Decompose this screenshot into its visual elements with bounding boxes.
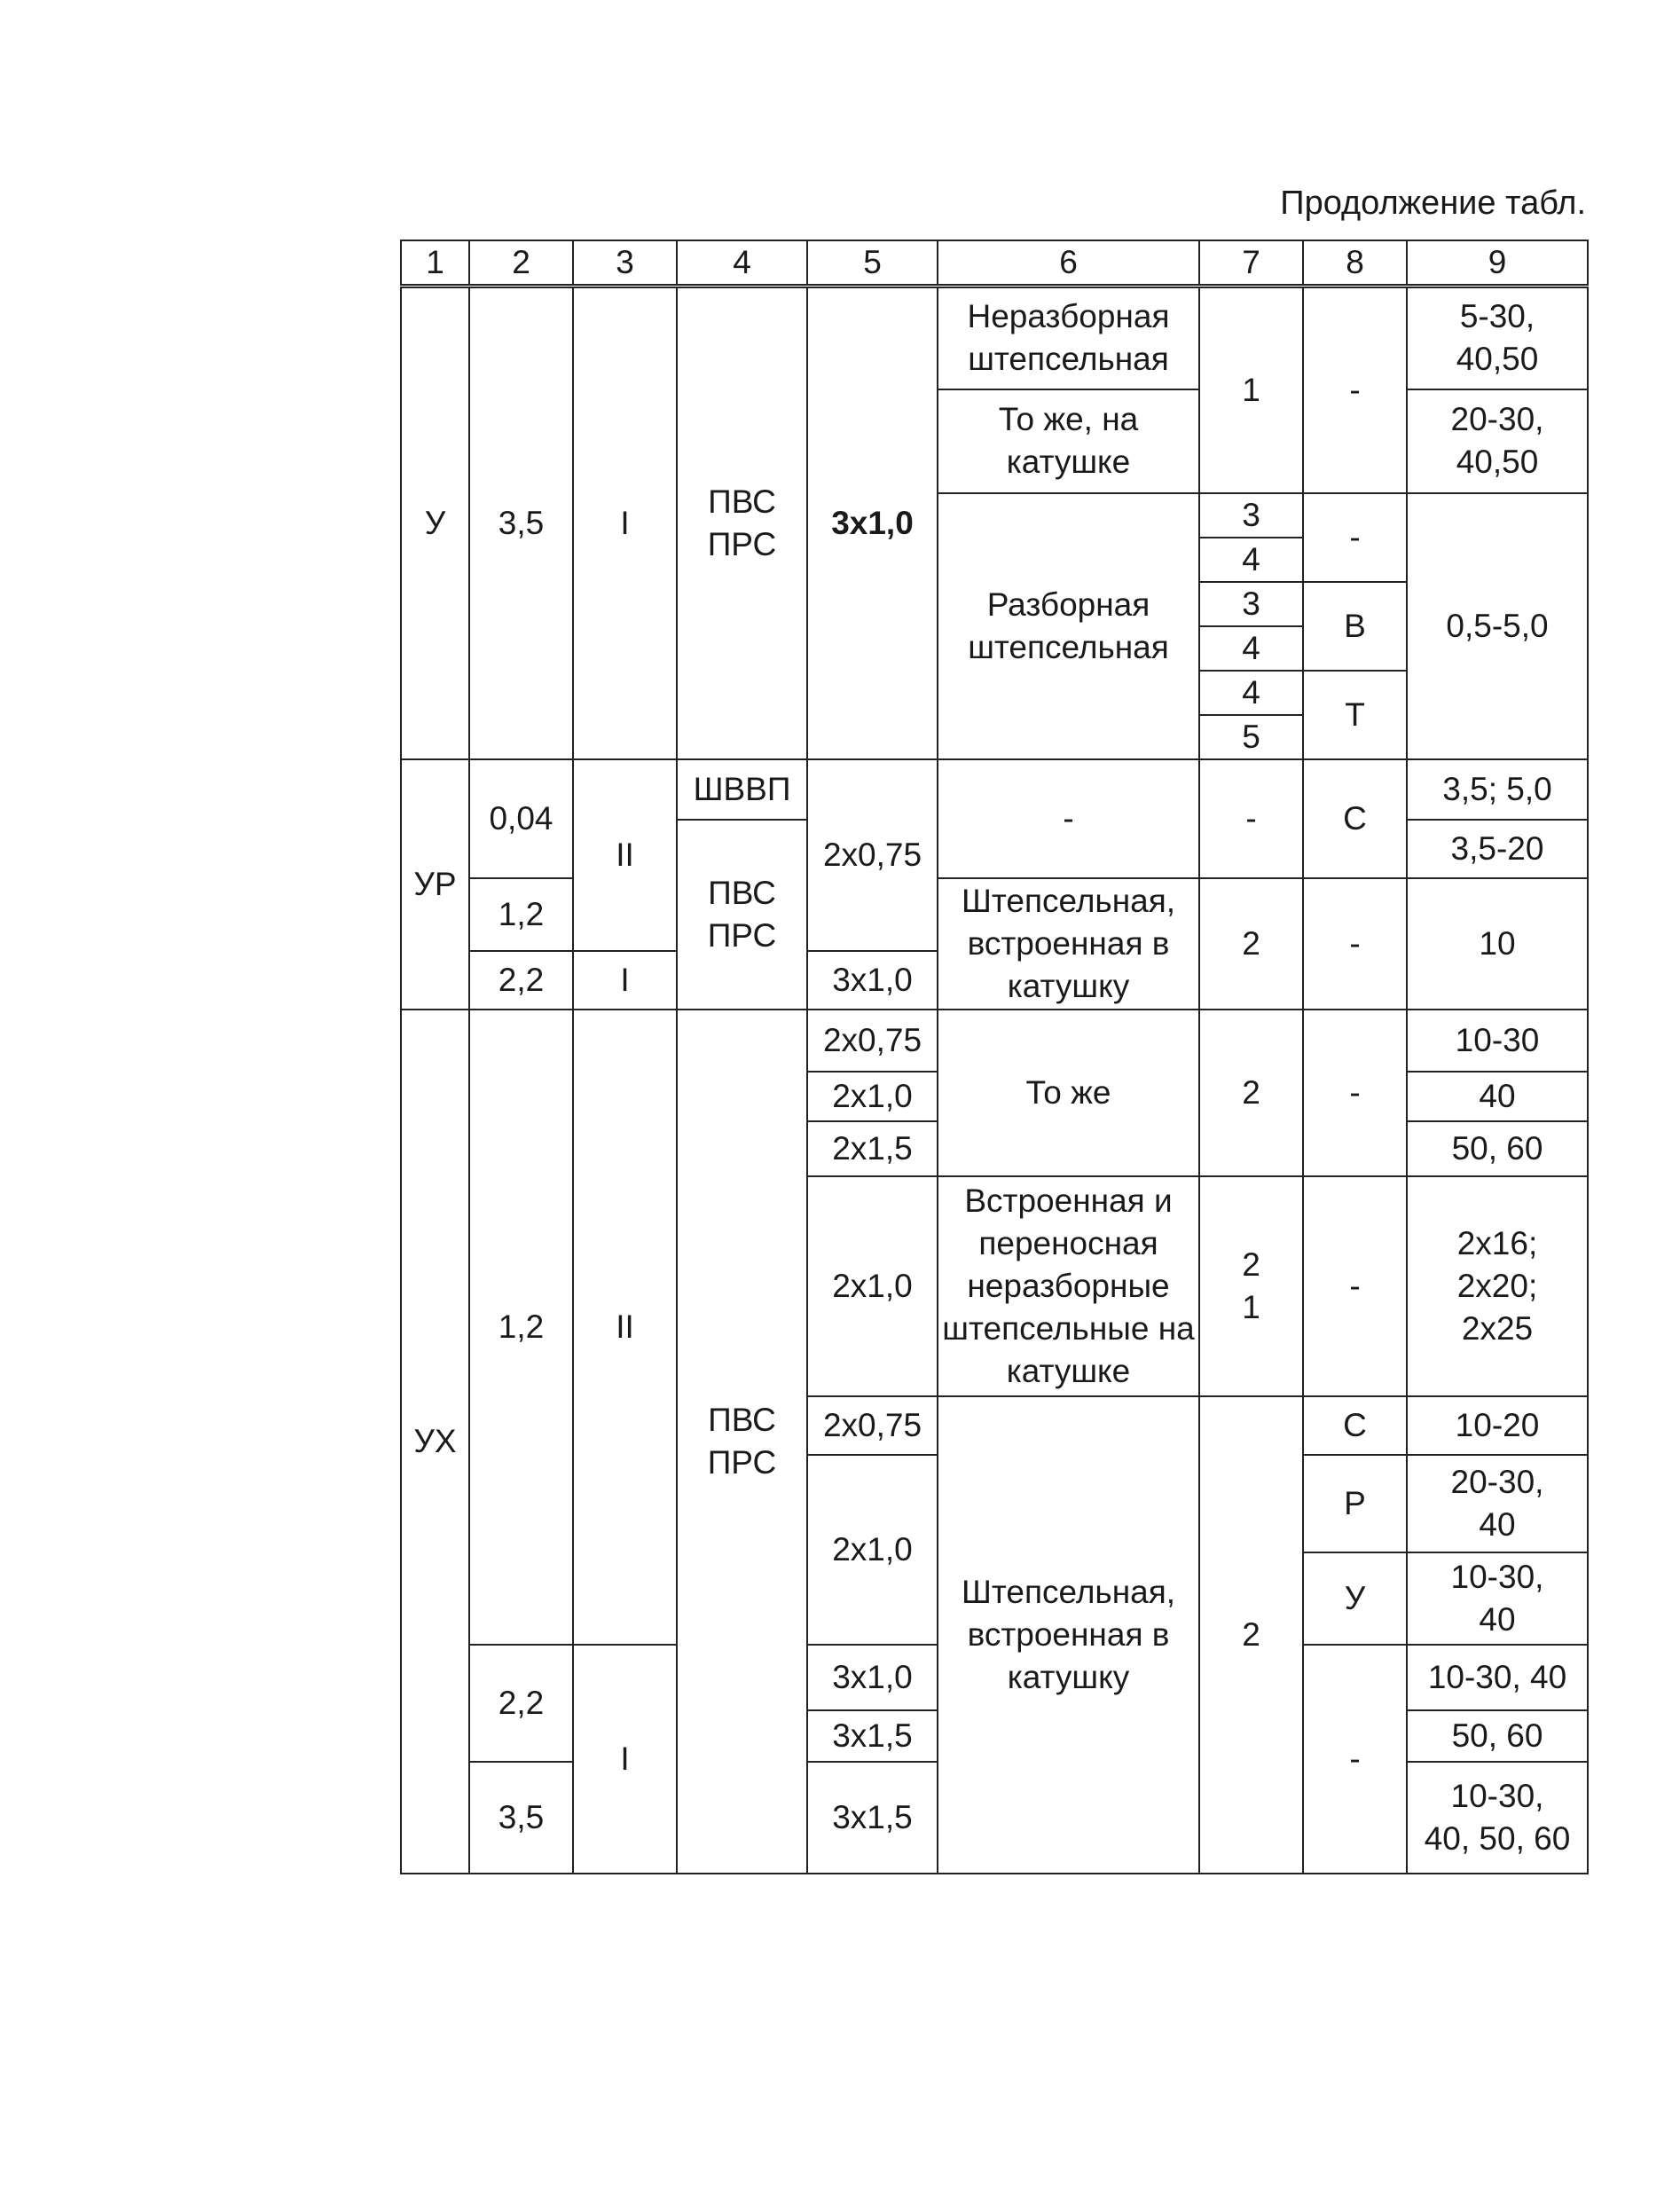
length-cell: 20-30, 40,50	[1407, 389, 1588, 493]
table-row	[401, 287, 1588, 389]
type-cell: УР	[401, 759, 469, 1010]
header-row	[401, 240, 1588, 287]
cable-cell: ПВС ПРС	[677, 820, 807, 1010]
cable-cell: ШВВП	[677, 759, 807, 820]
section-cell: 2x1,0	[807, 1072, 938, 1121]
section-cell: 2x0,75	[807, 759, 938, 951]
mark-cell: -	[1303, 1176, 1407, 1396]
mark-cell: Т	[1303, 671, 1407, 759]
section-cell: 2x0,75	[807, 1010, 938, 1072]
power-cell: 0,04	[469, 759, 573, 878]
connection-cell: То же, на катушке	[938, 389, 1199, 493]
count-cell: 2	[1199, 878, 1303, 1010]
class-cell: II	[573, 1010, 677, 1645]
table-caption: Продолжение табл.	[1280, 185, 1586, 222]
class-cell: II	[573, 759, 677, 951]
section-cell: 3x1,5	[807, 1762, 938, 1874]
power-cell: 1,2	[469, 1010, 573, 1645]
power-cell: 3,5	[469, 287, 573, 760]
power-cell: 2,2	[469, 1645, 573, 1762]
column-header: 8	[1303, 240, 1407, 287]
length-cell: 10-30, 40	[1407, 1552, 1588, 1645]
mark-cell: -	[1303, 1010, 1407, 1176]
mark-cell: С	[1303, 1396, 1407, 1455]
length-cell: 10-30	[1407, 1010, 1588, 1072]
mark-cell: С	[1303, 759, 1407, 878]
length-cell: 5-30, 40,50	[1407, 287, 1588, 389]
section-cell: 2x1,0	[807, 1176, 938, 1396]
count-cell: 2	[1199, 1010, 1303, 1176]
column-header: 3	[573, 240, 677, 287]
count-cell: 3	[1199, 493, 1303, 538]
column-header: 4	[677, 240, 807, 287]
table-row	[401, 759, 1588, 820]
length-cell: 10-30, 40	[1407, 1645, 1588, 1710]
section-cell: 2x1,5	[807, 1121, 938, 1176]
column-header: 5	[807, 240, 938, 287]
connection-cell: Неразборная штепсельная	[938, 287, 1199, 389]
connection-cell: То же	[938, 1010, 1199, 1176]
connection-cell: Разборная штепсельная	[938, 493, 1199, 760]
length-cell: 0,5-5,0	[1407, 493, 1588, 760]
column-header: 2	[469, 240, 573, 287]
count-cell: -	[1199, 759, 1303, 878]
power-cell: 1,2	[469, 878, 573, 951]
length-cell: 2x16; 2x20; 2x25	[1407, 1176, 1588, 1396]
class-cell: I	[573, 1645, 677, 1874]
length-cell: 10-20	[1407, 1396, 1588, 1455]
type-cell: У	[401, 287, 469, 760]
section-cell: 3x1,0	[807, 287, 938, 760]
section-cell: 3x1,0	[807, 951, 938, 1010]
spec-table	[400, 240, 1589, 1874]
count-cell: 4	[1199, 671, 1303, 715]
mark-cell: В	[1303, 582, 1407, 671]
column-header: 7	[1199, 240, 1303, 287]
length-cell: 3,5; 5,0	[1407, 759, 1588, 820]
mark-cell: У	[1303, 1552, 1407, 1645]
mark-cell: Р	[1303, 1455, 1407, 1552]
column-header: 6	[938, 240, 1199, 287]
mark-cell: -	[1303, 1645, 1407, 1874]
count-cell: 4	[1199, 538, 1303, 582]
length-cell: 10	[1407, 878, 1588, 1010]
power-cell: 3,5	[469, 1762, 573, 1874]
mark-cell: -	[1303, 493, 1407, 582]
length-cell: 10-30, 40, 50, 60	[1407, 1762, 1588, 1874]
section-cell: 3x1,0	[807, 1645, 938, 1710]
mark-cell: -	[1303, 287, 1407, 493]
count-cell: 3	[1199, 582, 1303, 626]
length-cell: 20-30, 40	[1407, 1455, 1588, 1552]
type-cell: УХ	[401, 1010, 469, 1874]
section-cell: 2x1,0	[807, 1455, 938, 1645]
count-cell: 1	[1199, 287, 1303, 493]
count-cell: 4	[1199, 626, 1303, 671]
section-cell: 3x1,5	[807, 1710, 938, 1762]
count-cell: 5	[1199, 715, 1303, 759]
length-cell: 3,5-20	[1407, 820, 1588, 878]
count-cell: 2 1	[1199, 1176, 1303, 1396]
class-cell: I	[573, 951, 677, 1010]
power-cell: 2,2	[469, 951, 573, 1010]
length-cell: 50, 60	[1407, 1121, 1588, 1176]
class-cell: I	[573, 287, 677, 760]
connection-cell: Штепсельная, встроенная в катушку	[938, 1396, 1199, 1874]
count-cell: 2	[1199, 1396, 1303, 1874]
column-header: 1	[401, 240, 469, 287]
length-cell: 40	[1407, 1072, 1588, 1121]
cable-cell: ПВС ПРС	[677, 287, 807, 760]
cable-cell: ПВС ПРС	[677, 1010, 807, 1874]
length-cell: 50, 60	[1407, 1710, 1588, 1762]
connection-cell: Штепсельная, встроенная в катушку	[938, 878, 1199, 1010]
connection-cell: -	[938, 759, 1199, 878]
connection-cell: Встроенная и переносная неразборные штепсельные на катушке	[938, 1176, 1199, 1396]
table-row	[401, 1010, 1588, 1072]
section-cell: 2x0,75	[807, 1396, 938, 1455]
mark-cell: -	[1303, 878, 1407, 1010]
column-header: 9	[1407, 240, 1588, 287]
